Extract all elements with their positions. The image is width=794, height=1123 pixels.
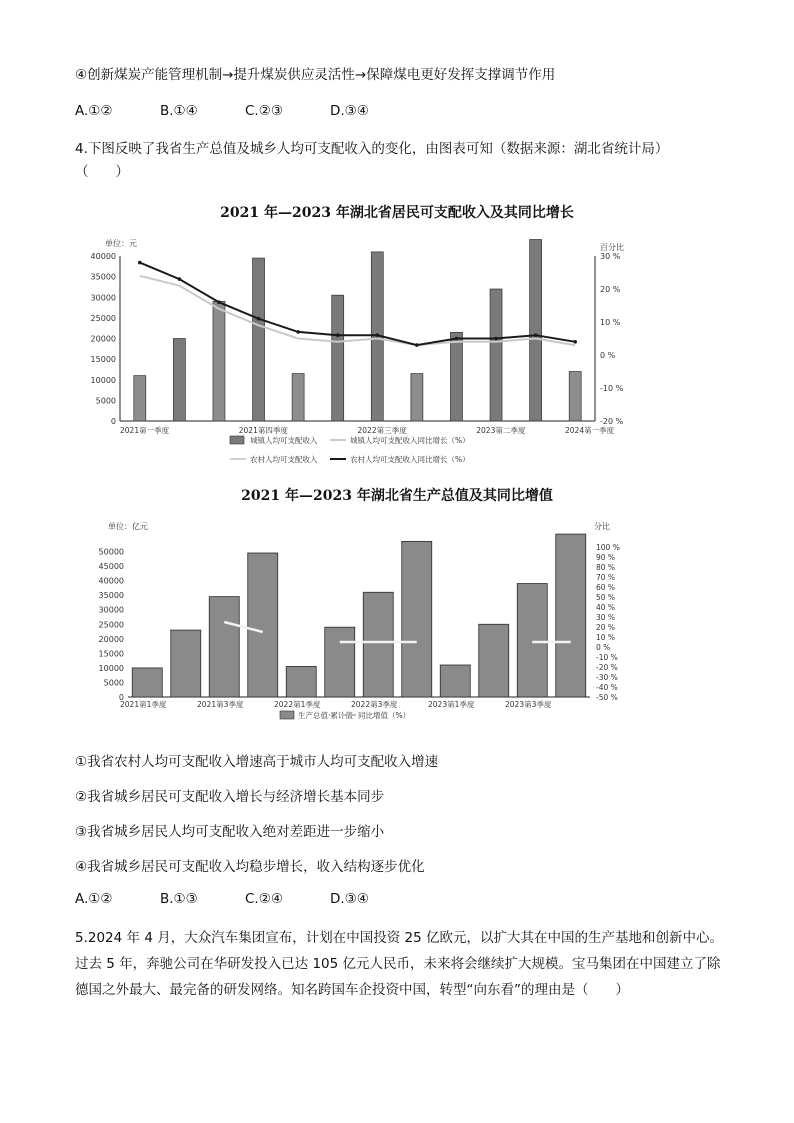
y-tick-right: 0 % (596, 643, 611, 652)
x-tick-label: 2023第二季度 (476, 426, 526, 435)
urban-income-bar (450, 332, 462, 421)
urban-income-bar (490, 289, 502, 421)
x-tick-label: 2021第一季度 (120, 426, 170, 435)
y-tick-right: 70 % (596, 573, 616, 582)
y-tick-left: 5000 (95, 396, 116, 406)
rural-growth-line-point (534, 333, 538, 337)
income-chart (0, 228, 794, 478)
question-4-stem: 4.下图反映了我省生产总值及城乡人均可支配收入的变化，由图表可知（数据来源：湖北省统计局） (75, 141, 669, 157)
rural-growth-line-point (296, 330, 300, 334)
question-4-blank: （ ） (75, 164, 129, 180)
y-tick-left: 5000 (103, 678, 124, 688)
legend-label: 生产总值·累计值 (298, 711, 353, 720)
y-tick-right: 80 % (596, 563, 616, 572)
x-tick-label: 2021第3季度 (197, 700, 244, 709)
option-a[interactable]: A.①② (75, 103, 113, 119)
rural-growth-line (140, 263, 575, 346)
y-axis-left-label: 单位：元 (105, 239, 137, 248)
legend-label: 城镇人均可支配收入同比增长（%） (350, 436, 470, 445)
y-tick-right: 30 % (600, 252, 621, 261)
gdp-bar (517, 584, 547, 697)
y-tick-left: 40000 (98, 576, 124, 586)
chart-2-title: 2021 年—2023 年湖北省生产总值及其同比增值 (241, 488, 553, 504)
x-tick-label: 2022第3季度 (351, 700, 398, 709)
y-tick-right: -50 % (596, 693, 618, 702)
y-tick-right: 20 % (600, 285, 621, 294)
x-tick-label: 2021第四季度 (238, 426, 288, 435)
urban-income-bar (173, 339, 185, 422)
y-tick-right: -10 % (596, 653, 618, 662)
y-tick-right: -20 % (596, 663, 618, 672)
rural-growth-line-point (257, 317, 261, 321)
y-tick-left: 25000 (90, 313, 116, 323)
legend-label: 农村人均可支配收入同比增长（%） (350, 455, 470, 464)
y-tick-right: -40 % (596, 683, 618, 692)
y-tick-right: -10 % (600, 384, 624, 393)
gdp-bar (479, 624, 509, 697)
rural-growth-line-point (217, 300, 221, 304)
legend-label: 城镇人均可支配收入 (250, 436, 318, 445)
y-axis-right-label: 分比 (594, 522, 610, 531)
y-tick-left: 35000 (90, 272, 116, 282)
gdp-bar (325, 627, 355, 697)
option-c[interactable]: C.②③ (245, 103, 283, 119)
legend-swatch (280, 711, 294, 719)
y-tick-left: 20000 (98, 634, 124, 644)
legend-swatch (230, 436, 244, 444)
rural-growth-line-point (455, 337, 459, 341)
y-tick-left: 45000 (98, 562, 124, 572)
rural-growth-line-point (138, 261, 142, 265)
question-3-options (75, 103, 369, 119)
x-tick-label: 2022第三季度 (357, 426, 407, 435)
x-tick-label: 2021第1季度 (120, 700, 167, 709)
y-tick-right: 50 % (596, 593, 616, 602)
gdp-bar (556, 534, 586, 697)
rural-income-bar (411, 374, 423, 421)
option-a[interactable]: A.①② (75, 891, 113, 907)
question-5-text: 5.2024 年 4 月，大众汽车集团宣布，计划在中国投资 25 亿欧元，以扩大其在中国的生产基地和创新中心。过去 5 年，奔驰公司在华研发投入已达 105 亿元人民币，未来将会继续扩大规模。宝马集团在中国建立了除德国之外最大、最完备的研发网络。知名跨国车企投资中国，转型“向东看”的理由是（ ） (75, 930, 723, 998)
y-tick-right: 40 % (596, 603, 616, 612)
y-tick-left: 30000 (98, 605, 124, 615)
question-4-options (75, 891, 369, 907)
question-4-statement-3: ③我省城乡居民人均可支配收入绝对差距进一步缩小 (75, 824, 385, 840)
y-tick-right: -20 % (600, 417, 624, 426)
y-tick-left: 20000 (90, 334, 116, 344)
y-tick-right: -30 % (596, 673, 618, 682)
y-tick-left: 15000 (98, 649, 124, 659)
rural-growth-line-point (336, 333, 340, 337)
option-b[interactable]: B.①④ (160, 103, 198, 119)
rural-growth-line-point (573, 340, 577, 344)
y-tick-left: 0 (110, 417, 116, 426)
y-tick-right: 30 % (596, 613, 616, 622)
urban-income-bar (332, 295, 344, 421)
gdp-bar (171, 630, 201, 697)
rural-income-bar (134, 376, 146, 421)
y-tick-right: 20 % (596, 623, 616, 632)
y-tick-left: 30000 (90, 293, 116, 303)
rural-growth-line-point (375, 333, 379, 337)
legend-label: 农村人均可支配收入 (250, 455, 318, 464)
gdp-bar (209, 597, 239, 697)
legend-label: 同比增值（%） (358, 711, 411, 720)
urban-income-bar (253, 258, 265, 421)
rural-income-bar (569, 372, 581, 422)
rural-growth-line-point (178, 277, 182, 281)
question-4-statement-2: ②我省城乡居民可支配收入增长与经济增长基本同步 (75, 789, 385, 805)
rural-growth-line-point (415, 343, 419, 347)
y-axis-left-label: 单位：亿元 (108, 522, 148, 531)
option-c[interactable]: C.②④ (245, 891, 283, 907)
option-b[interactable]: B.①③ (160, 891, 198, 907)
rural-income-bar (213, 301, 225, 421)
y-tick-right: 10 % (596, 633, 616, 642)
question-4-statement-4: ④我省城乡居民可支配收入均稳步增长，收入结构逐步优化 (75, 859, 425, 875)
gdp-bar (286, 666, 316, 697)
question-4-statement-1: ①我省农村人均可支配收入增速高于城市人均可支配收入增速 (75, 754, 439, 770)
gdp-bar (248, 553, 278, 697)
y-tick-left: 25000 (98, 620, 124, 630)
y-tick-right: 0 % (600, 351, 616, 360)
x-tick-label: 2022第1季度 (274, 700, 321, 709)
y-tick-left: 40000 (90, 252, 116, 261)
x-tick-label: 2023第3季度 (505, 700, 552, 709)
chart-1-title: 2021 年—2023 年湖北省居民可支配收入及其同比增长 (220, 205, 574, 221)
y-tick-right: 100 % (596, 543, 620, 552)
rural-income-bar (292, 374, 304, 421)
gdp-chart (0, 515, 794, 730)
option-d[interactable]: D.③④ (330, 103, 369, 119)
gdp-bar (402, 541, 432, 697)
y-axis-right-label: 百分比 (600, 243, 624, 252)
y-tick-left: 35000 (98, 591, 124, 601)
urban-income-bar (530, 240, 542, 422)
gdp-bar (363, 592, 393, 697)
gdp-bar (440, 665, 470, 697)
x-tick-label: 2024第一季度 (565, 426, 615, 435)
rural-growth-line-point (494, 337, 498, 341)
y-tick-left: 0 (118, 693, 124, 702)
gdp-bar (132, 668, 162, 697)
option-d[interactable]: D.③④ (330, 891, 369, 907)
question-3-statement-4: ④创新煤炭产能管理机制→提升煤炭供应灵活性→保障煤电更好发挥支撑调节作用 (75, 67, 556, 83)
y-tick-left: 15000 (90, 355, 116, 365)
y-tick-left: 10000 (90, 375, 116, 385)
y-tick-right: 90 % (596, 553, 616, 562)
y-tick-left: 50000 (98, 547, 124, 557)
y-tick-right: 10 % (600, 318, 621, 327)
x-tick-label: 2023第1季度 (428, 700, 475, 709)
y-tick-right: 60 % (596, 583, 616, 592)
y-tick-left: 10000 (98, 663, 124, 673)
